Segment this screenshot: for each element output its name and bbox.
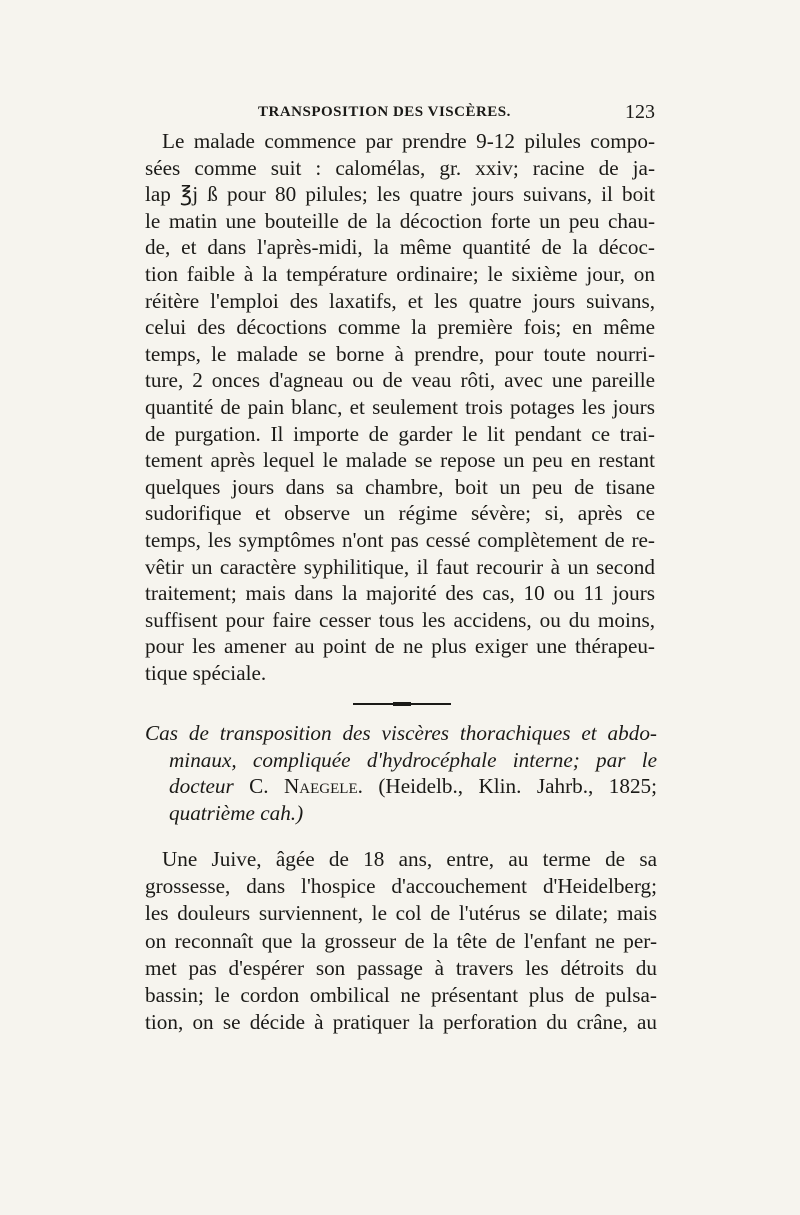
text-line: quantité de pain blanc, et seulement trois potages les jours xyxy=(145,394,655,419)
text-line: met pas d'espérer son passage à travers les détroits du xyxy=(145,955,657,980)
text-line: tement après lequel le malade se repose un peu en restant xyxy=(145,448,655,473)
text-line: on reconnaît que la grosseur de la tête de l'enfant ne per- xyxy=(145,928,657,953)
paragraph-treatment xyxy=(145,128,655,686)
text-line: tion faible à la température ordinaire; le sixième jour, on xyxy=(145,261,655,286)
text-line: tique spéciale. xyxy=(145,660,267,685)
text-line: bassin; le cordon ombilical ne présentant plus de pulsa- xyxy=(145,982,657,1007)
text-line: vêtir un caractère syphilitique, il faut recourir à un second xyxy=(145,554,655,579)
section-divider xyxy=(353,703,451,705)
text-line: le matin une bouteille de la décoction forte un peu chau- xyxy=(145,208,655,233)
text-line: celui des décoctions comme la première fois; en même xyxy=(145,315,655,340)
text-line: sudorifique et observe un régime sévère; si, après ce xyxy=(145,501,655,526)
heading-docteur: docteur xyxy=(169,774,234,799)
heading-line: minaux, compliquée d'hydrocéphale interne; par le xyxy=(169,747,657,772)
running-head: TRANSPOSITION DES VISCÈRES. xyxy=(258,104,511,120)
text-line: pour les amener au point de ne plus exiger une thérapeu- xyxy=(145,634,655,659)
page-number: 123 xyxy=(625,101,655,123)
text-line: de, et dans l'après-midi, la même quantité de la décoc- xyxy=(145,235,655,260)
text-line: de purgation. Il importe de garder le lit pendant ce trai- xyxy=(145,421,655,446)
text-line: Une Juive, âgée de 18 ans, entre, au terme de sa xyxy=(162,847,657,871)
heading-line: Cas de transposition des viscères thorachiques et abdo- xyxy=(145,721,657,745)
heading-line-author xyxy=(145,773,657,800)
text-line: traitement; mais dans la majorité des cas, 10 ou 11 jours xyxy=(145,581,655,606)
text-line: sées comme suit : calomélas, gr. xxiv; racine de ja- xyxy=(145,155,655,180)
text-line: temps, les symptômes n'ont pas cessé complètement de re- xyxy=(145,527,655,552)
text-line: tion, on se décide à pratiquer la perforation du crâne, au xyxy=(145,1010,657,1035)
text-line: temps, le malade se borne à prendre, pour toute nourri- xyxy=(145,341,655,366)
text-line: grossesse, dans l'hospice d'accouchement d'Heidelberg; xyxy=(145,874,657,899)
text-line: suffisent pour faire cesser tous les accidens, ou du moins, xyxy=(145,607,655,632)
text-line: Le malade commence par prendre 9-12 pilules compo- xyxy=(162,129,655,153)
author-name: C. Naegele. xyxy=(249,774,363,799)
text-line: réitère l'emploi des laxatifs, et les quatre jours suivans, xyxy=(145,288,655,313)
source-reference: (Heidelb., Klin. Jahrb., 1825; xyxy=(378,774,658,799)
text-line: lap ℥j ß pour 80 pilules; les quatre jours suivans, il boit xyxy=(145,182,655,207)
text-line: ture, 2 onces d'agneau ou de veau rôti, avec une pareille xyxy=(145,368,655,393)
text-line: les douleurs surviennent, le col de l'utérus se dilate; mais xyxy=(145,901,657,926)
section-heading xyxy=(145,720,657,826)
page-header xyxy=(145,101,665,128)
text-line: quelques jours dans sa chambre, boit un peu de tisane xyxy=(145,474,655,499)
heading-line: quatrième cah.) xyxy=(169,800,304,825)
paragraph-case xyxy=(145,846,657,1036)
